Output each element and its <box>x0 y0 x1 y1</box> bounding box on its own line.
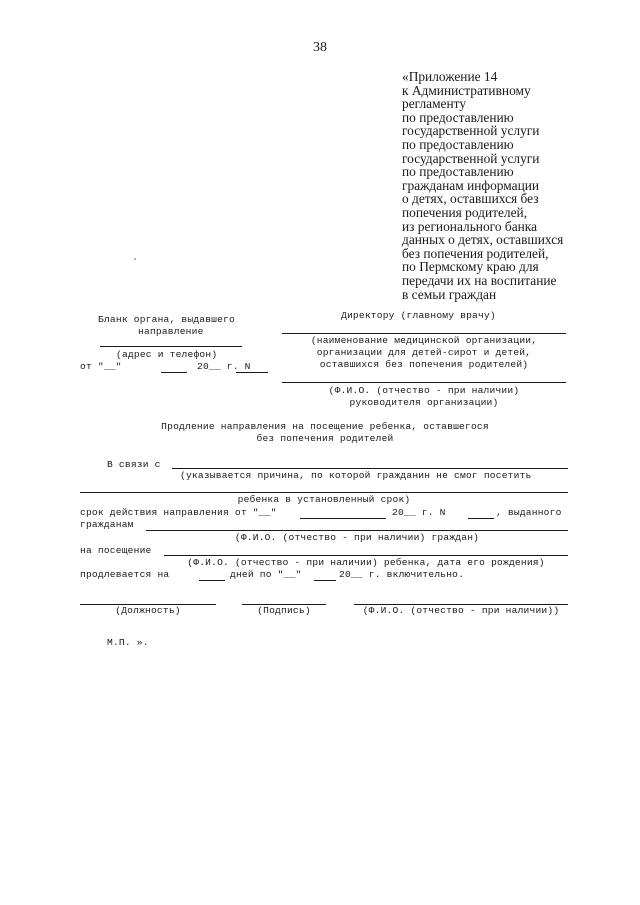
reason-label: В связи с <box>107 459 161 470</box>
appendix-line: по предоставлению <box>402 109 514 125</box>
reason-field[interactable] <box>172 468 568 469</box>
term-date-field[interactable] <box>300 518 386 519</box>
extended-suffix-label: 20__ г. включительно. <box>339 569 465 580</box>
form-title-line-2: без попечения родителей <box>256 433 394 444</box>
appendix-heading <box>402 70 563 301</box>
blank-line[interactable] <box>100 346 242 347</box>
appendix-line: по предоставлению <box>402 136 514 152</box>
scan-speck <box>134 258 136 260</box>
citizens-fio-caption: (Ф.И.О. (отчество - при наличии) граждан) <box>234 532 480 543</box>
days-by-label: дней по "__" <box>230 569 302 580</box>
appendix-line: из регионального банка <box>402 218 538 234</box>
appendix-line: к Административному <box>402 82 531 98</box>
signer-fio-caption: (Ф.И.О. (отчество - при наличии)) <box>362 605 560 616</box>
term-issued-label: , выданного <box>496 507 562 518</box>
position-caption: (Должность) <box>115 605 181 616</box>
date-month-field[interactable] <box>161 372 187 373</box>
appendix-line: о детях, оставшихся без <box>402 191 539 207</box>
reason-caption-2: ребенка в установленный срок) <box>237 494 411 505</box>
blank-label-2: направление <box>138 326 204 337</box>
appendix-line: данных о детях, оставшихся <box>402 232 564 248</box>
appendix-line: государственной услуги <box>402 150 540 166</box>
appendix-line: по предоставлению <box>402 164 514 180</box>
organization-caption-2: организации для детей-сирот и детей, <box>316 347 532 358</box>
extended-label: продлевается на <box>80 569 170 580</box>
stamp-place: М.П. ». <box>107 637 149 648</box>
number-field[interactable] <box>236 372 268 373</box>
organization-caption-1: (наименование медицинской организации, <box>310 335 538 346</box>
appendix-line: попечения родителей, <box>402 204 528 220</box>
reason-caption-1: (указывается причина, по которой гражданин не смог посетить <box>180 470 532 481</box>
term-year-label: 20__ г. N <box>392 507 446 518</box>
director-fio-field[interactable] <box>282 382 566 383</box>
organization-caption-3: оставшихся без попечения родителей) <box>319 359 529 370</box>
appendix-line: без попечения родителей, <box>402 245 549 261</box>
appendix-line: «Приложение 14 <box>402 69 498 84</box>
days-field[interactable] <box>199 580 225 581</box>
appendix-line: передачи их на воспитание <box>402 272 557 288</box>
extended-date-field[interactable] <box>314 580 336 581</box>
reason-field-2[interactable] <box>80 492 568 493</box>
address-caption: (адрес и телефон) <box>116 349 218 360</box>
date-from-label: от "__" <box>80 361 122 372</box>
year-number-label: 20__ г. N <box>197 361 251 372</box>
form-title-line-1: Продление направления на посещение ребенка, оставшегося <box>161 421 489 432</box>
term-number-field[interactable] <box>468 518 494 519</box>
signature-caption: (Подпись) <box>257 605 311 616</box>
director-fio-caption-2: руководителя организации) <box>349 397 499 408</box>
citizens-fio-field[interactable] <box>146 530 568 531</box>
appendix-line: в семьи граждан <box>402 286 497 302</box>
organization-field[interactable] <box>282 333 566 334</box>
appendix-line: по Пермскому краю для <box>402 259 539 275</box>
visit-label: на посещение <box>80 545 152 556</box>
appendix-line: регламенту <box>402 96 467 112</box>
blank-label: Бланк органа, выдавшего <box>98 314 236 325</box>
page-number: 38 <box>313 40 327 55</box>
appendix-line: государственной услуги <box>402 123 540 139</box>
child-fio-caption: (Ф.И.О. (отчество - при наличии) ребенка, дата его рождения) <box>187 557 545 568</box>
director-label: Директору (главному врачу) <box>341 310 496 321</box>
appendix-line: гражданам информации <box>402 177 540 193</box>
term-label: срок действия направления от "__" <box>80 507 277 518</box>
child-fio-field[interactable] <box>164 555 568 556</box>
citizens-label: гражданам <box>80 519 134 530</box>
director-fio-caption-1: (Ф.И.О. (отчество - при наличии) <box>328 385 520 396</box>
